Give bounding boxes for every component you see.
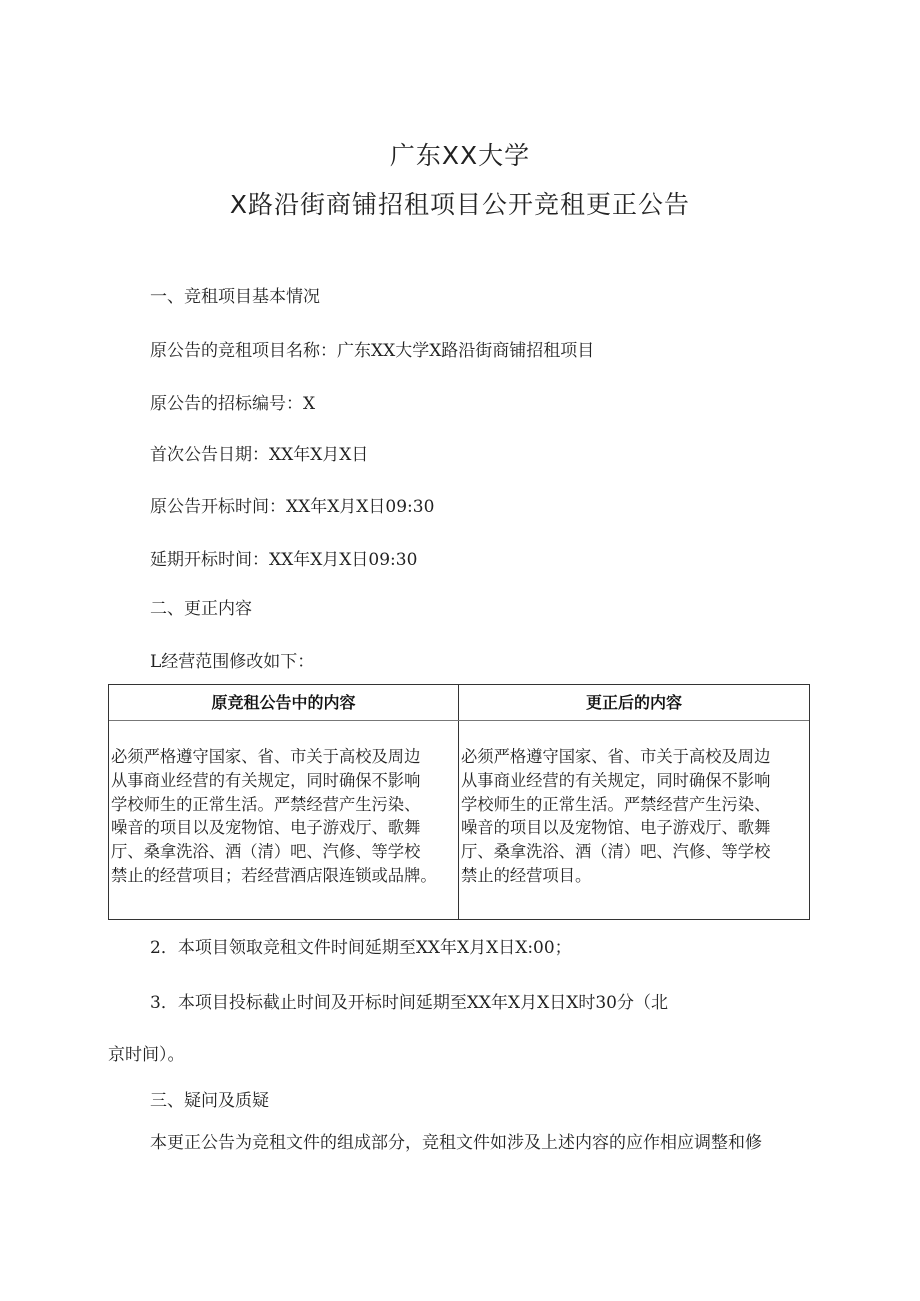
cell-line: 禁止的经营项目；若经营酒店限连锁或品牌。	[111, 865, 437, 885]
cell-line: 从事商业经营的有关规定，同时确保不影响	[111, 770, 421, 790]
correction-item-3-line-1: 3．本项目投标截止时间及开标时间延期至XX年X月X日X时30分（北	[150, 993, 668, 1013]
cell-line: 学校师生的正常生活。严禁经营产生污染、	[111, 794, 421, 814]
cell-line: 噪音的项目以及宠物馆、电子游戏厅、歌舞	[461, 818, 771, 838]
extended-open-time-line: 延期开标时间：XX年X月X日09:30	[150, 550, 418, 570]
correction-item-3-line-2: 京时间）。	[108, 1045, 185, 1065]
original-open-time-line: 原公告开标时间：XX年X月X日09:30	[150, 497, 435, 517]
correction-item-2: 2．本项目领取竞租文件时间延期至XX年X月X日X:00；	[150, 938, 572, 958]
cell-line: 禁止的经营项目。	[461, 865, 592, 885]
table-header-corrected: 更正后的内容	[585, 693, 682, 712]
first-announce-date-line: 首次公告日期：XX年X月X日	[150, 445, 369, 465]
section-heading-corrections: 二、更正内容	[150, 599, 252, 619]
section-heading-basic-info: 一、竞租项目基本情况	[150, 287, 320, 307]
project-name-line: 原公告的竞租项目名称：广东XX大学X路沿街商铺招租项目	[150, 341, 595, 361]
table-header-original: 原竞租公告中的内容	[211, 693, 356, 712]
correction-item-1: L经营范围修改如下：	[150, 652, 315, 672]
doc-title-notice: X路沿街商铺招租项目公开竞租更正公告	[229, 190, 691, 219]
section3-paragraph-line-1: 本更正公告为竞租文件的组成部分，竞租文件如涉及上述内容的应作相应调整和修	[150, 1133, 762, 1153]
cell-line: 厅、桑拿洗浴、酒（清）吧、汽修、等学校	[461, 842, 771, 862]
cell-line: 从事商业经营的有关规定，同时确保不影响	[461, 770, 771, 790]
cell-line: 必须严格遵守国家、省、市关于高校及周边	[461, 747, 771, 766]
cell-line: 学校师生的正常生活。严禁经营产生污染、	[461, 794, 771, 814]
tender-number-line: 原公告的招标编号：X	[150, 394, 316, 414]
table-cell-original	[111, 745, 464, 893]
cell-line: 厅、桑拿洗浴、酒（清）吧、汽修、等学校	[111, 842, 421, 862]
section-heading-questions: 三、疑问及质疑	[150, 1091, 269, 1111]
correction-table	[108, 684, 810, 920]
cell-line: 必须严格遵守国家、省、市关于高校及周边	[111, 747, 421, 766]
table-cell-corrected	[461, 745, 811, 893]
table-header-divider	[109, 720, 809, 721]
doc-title-university: 广东XX大学	[389, 141, 531, 170]
cell-line: 噪音的项目以及宠物馆、电子游戏厅、歌舞	[111, 818, 421, 838]
